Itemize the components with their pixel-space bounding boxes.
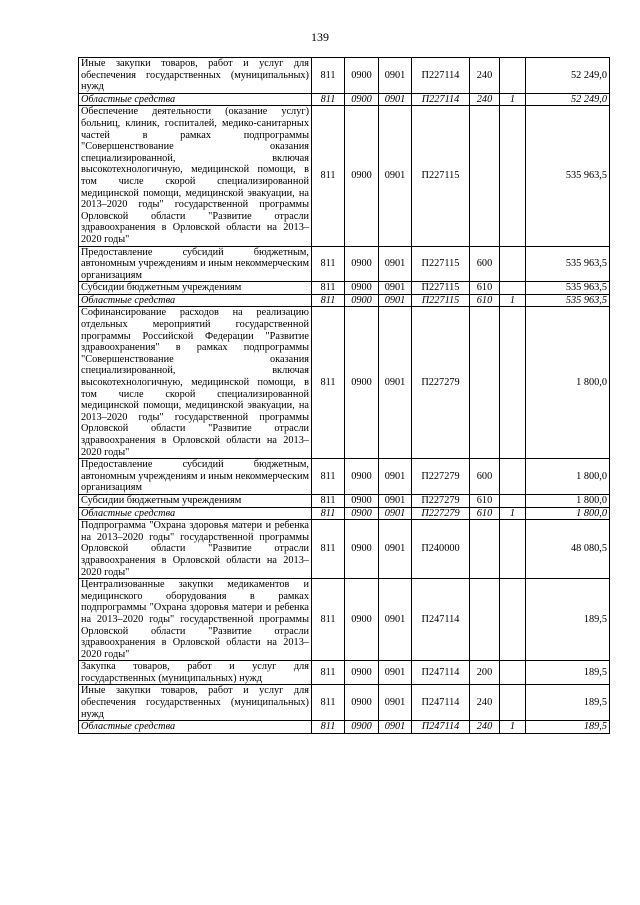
cell-amount: 1 800,0: [526, 507, 610, 520]
page-number: 139: [311, 30, 329, 44]
cell-target-article: П227115: [412, 246, 470, 282]
cell-expense-name: Обеспечение деятельности (оказание услуг) больниц, клиник, госпиталей, медико-санитарных частей в рамках подпрограммы "Совершенствование оказания специализированной, включая высокотехнологичную, медицинской помощи, в том числе скорой специализированной медицинской помощи, медицинской эвакуации, на 2013–2020 годы" государственной программы Орловской области "Развитие отрасли здравоохранения в Орловской области на 2013–2020 годы": [79, 106, 312, 246]
cell-funding-source: 1: [500, 294, 526, 307]
cell-amount: 535 963,5: [526, 282, 610, 295]
cell-funding-source: [500, 520, 526, 579]
cell-amount: 189,5: [526, 579, 610, 661]
table-row: [79, 520, 610, 579]
cell-target-article: П227115: [412, 106, 470, 246]
cell-section-code: 0900: [345, 106, 379, 246]
cell-subsection-code: 0901: [379, 579, 412, 661]
cell-funding-source: [500, 685, 526, 721]
cell-section-code: 0900: [345, 307, 379, 459]
cell-target-article: П227115: [412, 294, 470, 307]
cell-funding-source: [500, 459, 526, 495]
cell-funding-source: [500, 661, 526, 685]
cell-expense-name: Субсидии бюджетным учреждениям: [79, 282, 312, 295]
cell-target-article: П247114: [412, 661, 470, 685]
cell-expense-name: Централизованные закупки медикаментов и медицинского оборудования в рамках подпрограммы "Охрана здоровья матери и ребенка на 2013–2020 годы" государственной программы Орловской области "Развитие отрасли здравоохранения в Орловской области на 2013–2020 годы": [79, 579, 312, 661]
cell-ministry-code: 811: [312, 58, 345, 94]
cell-target-article: П227114: [412, 93, 470, 106]
cell-expense-type: 600: [470, 459, 500, 495]
cell-expense-name: Субсидии бюджетным учреждениям: [79, 494, 312, 507]
cell-target-article: П227279: [412, 459, 470, 495]
cell-amount: 189,5: [526, 661, 610, 685]
cell-funding-source: [500, 246, 526, 282]
cell-target-article: П227114: [412, 58, 470, 94]
cell-ministry-code: 811: [312, 579, 345, 661]
cell-funding-source: [500, 58, 526, 94]
cell-amount: 1 800,0: [526, 459, 610, 495]
cell-subsection-code: 0901: [379, 106, 412, 246]
cell-ministry-code: 811: [312, 520, 345, 579]
cell-subsection-code: 0901: [379, 507, 412, 520]
cell-ministry-code: 811: [312, 93, 345, 106]
cell-subsection-code: 0901: [379, 294, 412, 307]
table-row: [79, 721, 610, 734]
cell-amount: 535 963,5: [526, 294, 610, 307]
cell-expense-name: Подпрограмма "Охрана здоровья матери и ребенка на 2013–2020 годы" государственной программы Орловской области "Развитие отрасли здравоохранения в Орловской области на 2013–2020 годы": [79, 520, 312, 579]
cell-expense-type: [470, 106, 500, 246]
table-row: [79, 507, 610, 520]
cell-expense-type: 240: [470, 93, 500, 106]
cell-expense-type: [470, 520, 500, 579]
cell-expense-type: 610: [470, 494, 500, 507]
cell-expense-name: Областные средства: [79, 294, 312, 307]
cell-ministry-code: 811: [312, 459, 345, 495]
cell-section-code: 0900: [345, 579, 379, 661]
cell-amount: 189,5: [526, 721, 610, 734]
cell-subsection-code: 0901: [379, 93, 412, 106]
cell-expense-name: Иные закупки товаров, работ и услуг для обеспечения государственных (муниципальных) нужд: [79, 58, 312, 94]
cell-ministry-code: 811: [312, 721, 345, 734]
cell-funding-source: 1: [500, 93, 526, 106]
table-row: [79, 294, 610, 307]
cell-expense-name: Закупка товаров, работ и услуг для государственных (муниципальных) нужд: [79, 661, 312, 685]
cell-section-code: 0900: [345, 520, 379, 579]
cell-subsection-code: 0901: [379, 721, 412, 734]
budget-table: [78, 57, 610, 734]
cell-subsection-code: 0901: [379, 520, 412, 579]
cell-funding-source: [500, 282, 526, 295]
cell-amount: 1 800,0: [526, 494, 610, 507]
cell-amount: 535 963,5: [526, 246, 610, 282]
cell-amount: 52 249,0: [526, 58, 610, 94]
cell-section-code: 0900: [345, 507, 379, 520]
cell-target-article: П240000: [412, 520, 470, 579]
cell-section-code: 0900: [345, 294, 379, 307]
cell-expense-type: [470, 307, 500, 459]
cell-subsection-code: 0901: [379, 685, 412, 721]
cell-target-article: П227115: [412, 282, 470, 295]
cell-ministry-code: 811: [312, 494, 345, 507]
cell-subsection-code: 0901: [379, 58, 412, 94]
cell-section-code: 0900: [345, 685, 379, 721]
cell-subsection-code: 0901: [379, 459, 412, 495]
cell-expense-type: 600: [470, 246, 500, 282]
cell-expense-type: 240: [470, 685, 500, 721]
cell-subsection-code: 0901: [379, 661, 412, 685]
cell-funding-source: [500, 494, 526, 507]
cell-expense-name: Областные средства: [79, 93, 312, 106]
table-row: [79, 307, 610, 459]
cell-funding-source: [500, 579, 526, 661]
budget-table-body: [79, 58, 610, 734]
cell-section-code: 0900: [345, 93, 379, 106]
table-row: [79, 93, 610, 106]
cell-ministry-code: 811: [312, 307, 345, 459]
cell-expense-type: 200: [470, 661, 500, 685]
table-row: [79, 58, 610, 94]
cell-section-code: 0900: [345, 494, 379, 507]
cell-target-article: П227279: [412, 507, 470, 520]
cell-expense-type: 240: [470, 58, 500, 94]
cell-expense-name: Областные средства: [79, 507, 312, 520]
cell-section-code: 0900: [345, 58, 379, 94]
cell-target-article: П227279: [412, 494, 470, 507]
cell-ministry-code: 811: [312, 294, 345, 307]
cell-target-article: П227279: [412, 307, 470, 459]
cell-amount: 48 080,5: [526, 520, 610, 579]
cell-funding-source: 1: [500, 507, 526, 520]
table-row: [79, 661, 610, 685]
cell-amount: 1 800,0: [526, 307, 610, 459]
cell-expense-type: 610: [470, 294, 500, 307]
cell-expense-name: Предоставление субсидий бюджетным, автономным учреждениям и иным некоммерческим организациям: [79, 459, 312, 495]
cell-section-code: 0900: [345, 282, 379, 295]
table-row: [79, 106, 610, 246]
cell-subsection-code: 0901: [379, 246, 412, 282]
cell-amount: 52 249,0: [526, 93, 610, 106]
cell-target-article: П247114: [412, 721, 470, 734]
cell-ministry-code: 811: [312, 282, 345, 295]
table-row: [79, 685, 610, 721]
cell-expense-type: [470, 579, 500, 661]
cell-amount: 189,5: [526, 685, 610, 721]
cell-ministry-code: 811: [312, 507, 345, 520]
cell-expense-type: 610: [470, 282, 500, 295]
cell-section-code: 0900: [345, 661, 379, 685]
cell-ministry-code: 811: [312, 106, 345, 246]
cell-target-article: П247114: [412, 685, 470, 721]
cell-expense-name: Областные средства: [79, 721, 312, 734]
cell-section-code: 0900: [345, 459, 379, 495]
cell-expense-name: Софинансирование расходов на реализацию отдельных мероприятий государственной программы Российской Федерации "Развитие здравоохранения" в рамках подпрограммы "Совершенствование оказания специализированной, включая высокотехнологичную, медицинской помощи, в том числе скорой специализированной медицинской помощи, медицинской эвакуации, на 2013–2020 годы" государственной программы Орловской области "Развитие отрасли здравоохранения в Орловской области на 2013–2020 годы": [79, 307, 312, 459]
table-row: [79, 579, 610, 661]
cell-funding-source: 1: [500, 721, 526, 734]
cell-ministry-code: 811: [312, 661, 345, 685]
cell-target-article: П247114: [412, 579, 470, 661]
cell-ministry-code: 811: [312, 246, 345, 282]
cell-expense-name: Предоставление субсидий бюджетным, автономным учреждениям и иным некоммерческим организациям: [79, 246, 312, 282]
table-row: [79, 494, 610, 507]
cell-expense-name: Иные закупки товаров, работ и услуг для обеспечения государственных (муниципальных) нужд: [79, 685, 312, 721]
cell-expense-type: 610: [470, 507, 500, 520]
cell-amount: 535 963,5: [526, 106, 610, 246]
cell-subsection-code: 0901: [379, 494, 412, 507]
table-row: [79, 459, 610, 495]
table-row: [79, 246, 610, 282]
cell-funding-source: [500, 106, 526, 246]
cell-subsection-code: 0901: [379, 282, 412, 295]
cell-section-code: 0900: [345, 721, 379, 734]
cell-funding-source: [500, 307, 526, 459]
cell-ministry-code: 811: [312, 685, 345, 721]
cell-expense-type: 240: [470, 721, 500, 734]
table-row: [79, 282, 610, 295]
cell-subsection-code: 0901: [379, 307, 412, 459]
cell-section-code: 0900: [345, 246, 379, 282]
